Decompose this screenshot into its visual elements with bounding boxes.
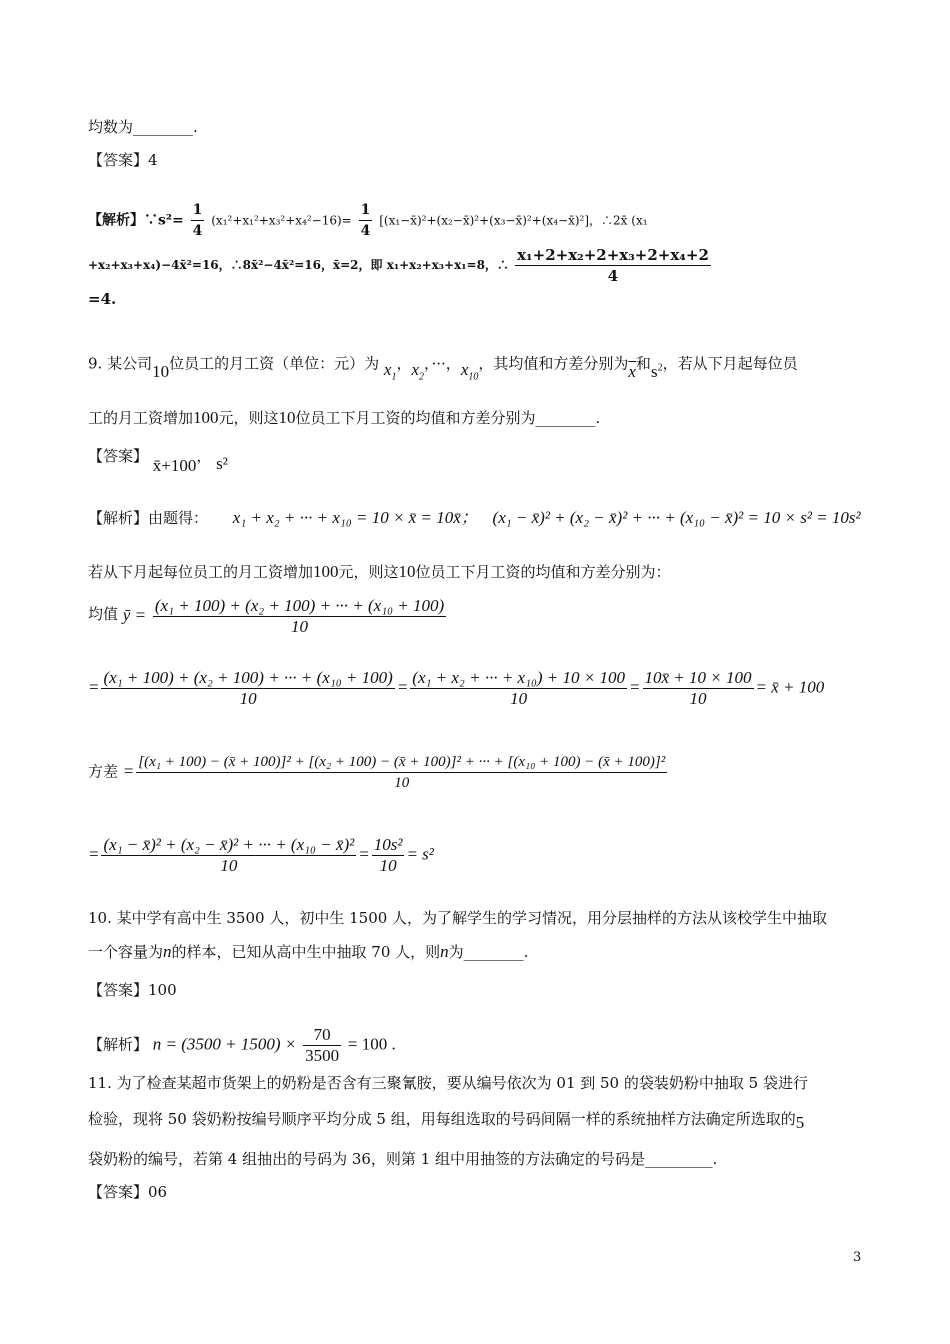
q10-answer: 【答案】100	[88, 981, 177, 999]
fraction: $\frac{\text{10s²}}{10}$	[373, 835, 403, 875]
q10-line2: 一个容量为n的样本，已知从高中生中抽取 70 人，则n为________.	[88, 942, 529, 961]
q11-line1: 11. 为了检查某超市货架上的奶粉是否含有三聚氰胺，要从编号依次为 01 到 50 的袋装奶粉中抽取 5 袋进行	[88, 1074, 808, 1092]
fraction: $\frac{1}{4}$	[360, 202, 371, 239]
q11-line3: 袋奶粉的编号，若第 4 组抽出的号码为 36，则第 1 组中用抽签的方法确定的号码是_________.	[88, 1150, 718, 1168]
fraction: $\frac{\text{(x₁ − x̄)² + (x₂ − x̄)² + ··· + (x₁₀ − x̄)²}}{10}$	[103, 835, 355, 875]
answer-value: 4	[148, 151, 158, 169]
fraction: $\frac{\text{(x₁ + x₂ + ··· + x₁₀) + 10 × 100}}{10}$	[412, 668, 626, 708]
q9-line2: 工的月工资增加100元，则这10位员工下月工资的均值和方差分别为________.	[88, 408, 601, 427]
q9-line1: 9. 某公司10位员工的月工资（单位：元）为 $x_1$，$x_2$，···，$x_{10}$，其均值和方差分别为$\overline{x}$和$s^2$，若从下月起每位员	[88, 354, 798, 383]
q9-answer: 【答案】 x̄+100， s²	[88, 447, 228, 475]
fraction: $\frac{1}{4}$	[192, 202, 203, 239]
q8-analysis-line2: +x₂+x₃+x₄)−4x̄²=16，∴8x̄²−4x̄²=16，x̄=2，即 x₁+x₂+x₃+x₁=8，∴ $\frac{\text{x₁+2+x₂+2+x₃+2+x₄+2}}{4}$	[88, 246, 709, 285]
q8-tail: 均数为________.	[88, 118, 198, 136]
q9-mean: 均值 ȳ = $\frac{\text{(x₁ + 100) + (x₂ + 100) + ··· + (x₁₀ + 100)}}{10}$	[88, 596, 445, 636]
q11-answer: 【答案】06	[88, 1183, 168, 1201]
q8-analysis-line1: 【解析】∵s²= $\frac{1}{4}$ (x₁²+x₁²+x₃²+x₄²−16)= $\frac{1}{4}$ [(x₁−x̄)²+(x₂−x̄)²+(x₃−x̄)²+(x₄−x̄)²]，∴2x̄ (x₁	[88, 202, 648, 239]
q11-line2: 检验，现将 50 袋奶粉按编号顺序平均分成 5 组，用每组选取的号码间隔一样的系统抽样方法确定所选取的5	[88, 1110, 805, 1132]
fraction: [(x₁ + 100) − (x̄ + 100)]² + [(x₂ + 100) − (x̄ + 100)]² + ··· + [(x₁₀ + 100) − (x̄ + 100)]² 10	[138, 754, 666, 791]
q9-variance-steps: = $\frac{\text{(x₁ − x̄)² + (x₂ − x̄)² + ··· + (x₁₀ − x̄)²}}{10}$ = $\frac{\text{10s²}}{10}$ = s²	[88, 835, 434, 875]
fraction: $\frac{70}{3500}$	[305, 1025, 340, 1065]
q9-if-line: 若从下月起每位员工的月工资增加100元，则这10位员工下月工资的均值和方差分别为：	[88, 562, 671, 581]
q9-variance: 方差 = [(x₁ + 100) − (x̄ + 100)]² + [(x₂ + 100) − (x̄ + 100)]² + ··· + [(x₁₀ + 100) − (x̄ + 100)]² 10	[88, 754, 666, 791]
fraction: $\frac{\text{(x₁ + 100) + (x₂ + 100) + ··· + (x₁₀ + 100)}}{10}$	[103, 668, 393, 708]
fraction: $\frac{10x̄ + 10 \times 100}{10}$	[644, 668, 752, 708]
q8-analysis-line3: =4.	[88, 290, 117, 308]
q9-mean-steps: = $\frac{\text{(x₁ + 100) + (x₂ + 100) + ··· + (x₁₀ + 100)}}{10}$ = $\frac{\text{(x₁ + x₂ + ··· + x₁₀) + 10 × 100}}{10}$ = $\frac{10x̄ + 10 \times 100}{10}$ = x̄ + 100	[88, 668, 825, 708]
answer-tag: 【答案】	[88, 151, 149, 169]
q10-analysis: 【解析】 n = (3500 + 1500) × $\frac{70}{3500}$ = 100 .	[88, 1025, 396, 1065]
fraction: $\frac{\text{x₁+2+x₂+2+x₃+2+x₄+2}}{4}$	[517, 246, 709, 285]
q8-answer	[88, 150, 158, 170]
q10-line1: 10. 某中学有高中生 3500 人，初中生 1500 人，为了解学生的学习情况，用分层抽样的方法从该校学生中抽取	[88, 909, 828, 927]
q9-analysis: 【解析】由题得： x₁ + x₂ + ··· + x₁₀ = 10 × x̄ = 10x̄； (x₁ − x̄)² + (x₂ − x̄)² + ··· + (x₁₀ − x̄)² = 10 × s² = 10s²	[88, 508, 861, 527]
fraction: $\frac{\text{(x₁ + 100) + (x₂ + 100) + ··· + (x₁₀ + 100)}}{10}$	[154, 596, 445, 636]
page-number: 3	[853, 1250, 862, 1265]
